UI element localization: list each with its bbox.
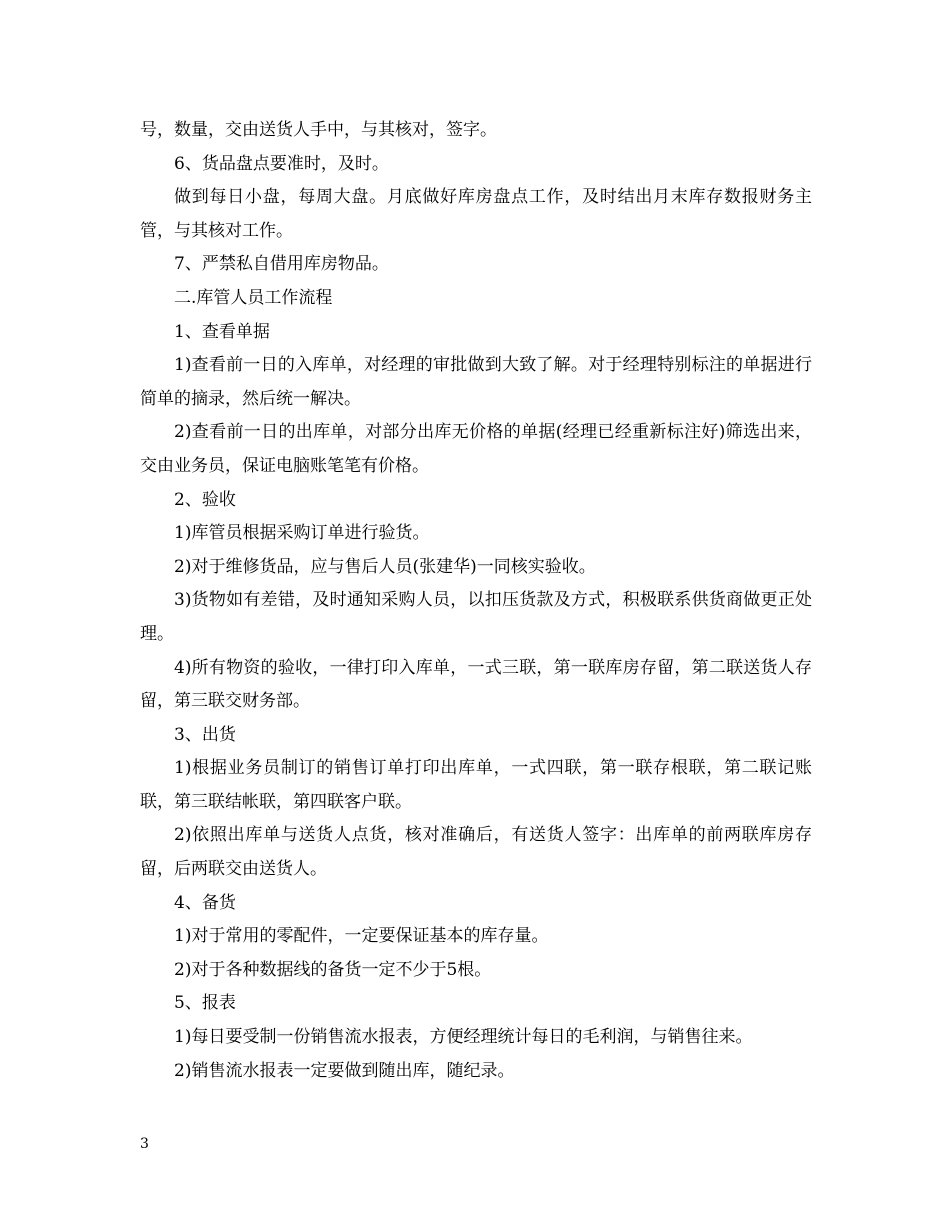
paragraph: 3)货物如有差错，及时通知采购人员，以扣压货款及方式，积极联系供货商做更正处理。 [140, 590, 812, 644]
paragraph: 6、货品盘点要准时，及时。 [174, 153, 389, 174]
subsection-heading: 5、报表 [174, 993, 236, 1014]
page-number: 3 [140, 1136, 149, 1152]
paragraph: 4)所有物资的验收，一律打印入库单，一式三联，第一联库房存留，第二联送货人存留，第三联交财务部。 [140, 657, 812, 712]
paragraph: 号，数量，交由送货人手中，与其核对，签字。 [140, 120, 497, 140]
paragraph: 2)对于各种数据线的备货一定不少于5根。 [174, 959, 492, 980]
paragraph: 1)对于常用的零配件，一定要保证基本的库存量。 [174, 926, 549, 947]
paragraph: 1)根据业务员制订的销售订单打印出库单，一式四联，第一联存根联，第二联记账联，第三联结帐联，第四联客户联。 [140, 758, 812, 812]
paragraph: 1)库管员根据采购订单进行验货。 [174, 523, 430, 544]
subsection-heading: 4、备货 [174, 892, 236, 913]
paragraph: 2)销售流水报表一定要做到随出库，随纪录。 [174, 1060, 515, 1081]
paragraph: 做到每日小盘，每周大盘。月底做好库房盘点工作，及时结出月末库存数报财务主管，与其核对工作。 [140, 187, 812, 241]
body-text [140, 114, 812, 1088]
section-heading: 二.库管人员工作流程 [174, 287, 333, 308]
paragraph: 1)查看前一日的入库单，对经理的审批做到大致了解。对于经理特别标注的单据进行简单的摘录，然后统一解决。 [140, 355, 812, 409]
paragraph: 7、严禁私自借用库房物品。 [174, 254, 389, 275]
subsection-heading: 1、查看单据 [174, 321, 270, 342]
paragraph: 2)查看前一日的出库单，对部分出库无价格的单据(经理已经重新标注好)筛选出来，交由业务员，保证电脑账笔笔有价格。 [140, 422, 812, 476]
subsection-heading: 3、出货 [174, 724, 236, 745]
paragraph: 1)每日要受制一份销售流水报表，方便经理统计每日的毛利润，与销售往来。 [174, 1027, 753, 1048]
paragraph: 2)依照出库单与送货人点货，核对准确后，有送货人签字：出库单的前两联库房存留，后两联交由送货人。 [140, 825, 812, 880]
subsection-heading: 2、验收 [174, 489, 236, 510]
paragraph: 2)对于维修货品，应与售后人员(张建华)一同核实验收。 [174, 556, 596, 577]
